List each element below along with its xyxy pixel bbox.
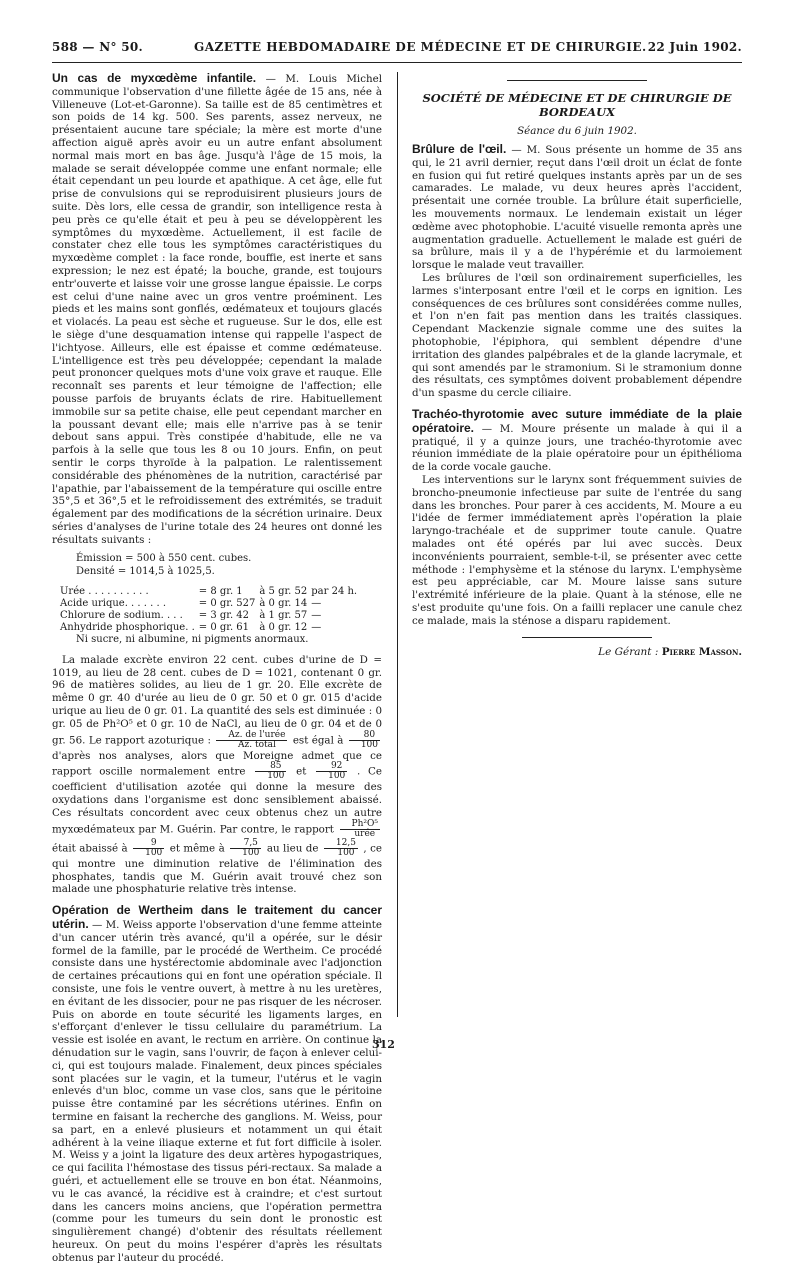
fraction-denominator: 100	[360, 739, 378, 750]
issue-date: 22 Juin 1902.	[647, 40, 742, 54]
fraction-denominator: 100	[267, 771, 285, 782]
table-note: Ni sucre, ni albumine, ni pigments anormaux.	[76, 633, 309, 645]
fraction-value	[255, 762, 286, 781]
table-row	[60, 622, 361, 634]
table-cell: = 3 gr. 42	[198, 609, 250, 621]
running-header	[52, 38, 742, 60]
article-tracheo	[412, 408, 742, 474]
article-heading: Un cas de myxœdème infantile.	[52, 71, 257, 85]
table-row	[60, 634, 361, 646]
article-body-continued: Les brûlures de l'œil son ordinairement superficielles, les larmes s'interposant entre l'œil et le corps en ignition. Les conséquences de ces brûlures sont considérées comme nulles, et l'on n'en fait pas mention dans les traités classiques. Cependant Mackenzie signale comme une des suites la photophobie, l'épiphora, qui semblent dépendre d'une irritation des glandes palpébrales et de la glande lacrymale, et qui sont amendés par le stramonium. Si le stramonium donne des résultats, ces symptômes doivent probablement dépendre d'un spasme du cercle ciliaire.	[412, 271, 742, 400]
fraction-value	[133, 839, 164, 858]
text-run: La malade excrète environ 22 cent. cubes d'urine de D = 1019, au lieu de 28 cent. cubes de D = 1021, contenant 0 gr. 96 de matières solides, au lieu de 1 gr. 20. Elle excrète de même 0 gr. 40 d'urée au lieu de 0 gr. 50 et 0 gr. 015 d'acide urique au lieu de 0 gr. 01. La quantité des sels est diminuée : 0 gr. 05 de Ph²O⁵ et 0 gr. 10 de NaCl, au lieu de 0 gr. 04 et de 0 gr. 56. Le rapport azoturique :	[52, 653, 382, 747]
table-row	[60, 610, 361, 622]
text-run: d'après nos analyses, alors que Moreigne admet que ce rapport oscille normalement entre	[52, 749, 382, 778]
fraction-denominator: 100	[337, 847, 355, 858]
fraction-numerator: 80	[349, 731, 380, 741]
text-run: est égal à	[292, 734, 344, 747]
table-cell: à 1 gr. 57	[259, 609, 308, 621]
fraction-phosphate	[340, 820, 380, 839]
signature-name: Pierre Masson.	[661, 646, 742, 659]
article-body: — M. Louis Michel communique l'observation d'une fillette âgée de 15 ans, née à Villeneuve (Lot-et-Garonne). Sa taille est de 85 centimètres et son poids de 14 kg. 500. Ses parents, assez nerveux, ne présentaient aucune tare spéciale; la mère est morte d'une affection aiguë après avoir eu un autre enfant absolument normal mais mort en bas âge. Jusqu'à l'âge de 15 mois, la malade se serait développée comme une enfant normale; elle était cependant un peu lourde et apathique. A cet âge, elle fut prise de convulsions qui se reproduisirent plusieurs jours de suite. Dès lors, elle cessa de grandir, son intelligence resta à peu près ce qu'elle était et peu à peu se développèrent les symptômes du myxœdème. Actuellement, il est facile de constater chez elle tous les symptômes caractéristiques du myxœdème complet : la face ronde, bouffie, est inerte et sans expression; le nez est épaté; la bouche, grande, est toujours entr'ouverte et laisse voir une grosse langue épaissie. Le corps est celui d'une naine avec un gros ventre proéminent. Les pieds et les mains sont gonflés, œdémateux et toujours glacés et violacés. La peau est sèche et rugueuse. Sur le dos, elle est le siège d'une desquamation intense qui rappelle l'aspect de l'ichtyose. Ailleurs, elle est épaisse et comme œdémateuse. L'intelligence est très peu développée; cependant la malade peut prononcer quelques mots d'une voix grave et rauque. Elle reconnaît ses parents et leur témoigne de l'affection; elle pousse parfois de bruyants éclats de rire. Habituellement immobile sur sa petite chaise, elle peut cependant marcher en la poussant devant elle; mais elle n'arrive pas à se tenir debout sans appui. Très constipée d'habitude, elle ne va parfois à la selle que tous les 8 ou 10 jours. Enfin, on peut sentir le corps thyroïde à la palpation. Le ralentissement considérable des phénomènes de la nutrition, caractérisé par l'apathie, par l'abaissement de la température qui oscille entre 35°,5 et 36°,5 et le refroidissement des extrémités, se traduit également par des modifications de la sécrétion urinaire. Deux séries d'analyses de l'urine totale des 24 heures ont donné les résultats suivants :	[52, 73, 382, 546]
table-cell: à 0 gr. 14	[259, 597, 308, 609]
right-column	[412, 72, 742, 658]
article-body: — M. Moure présente un malade à qui il a pratiqué, il y a quinze jours, une trachéo-thyrotomie avec réunion immédiate de la plaie opératoire pour un épithélioma de la corde vocale gauche.	[412, 422, 742, 474]
column-divider	[397, 72, 398, 1017]
fraction-value	[349, 731, 380, 750]
article-myxoedeme	[52, 72, 382, 546]
journal-title: GAZETTE HEBDOMADAIRE DE MÉDECINE ET DE CHIRURGIE.	[194, 40, 647, 54]
fraction-numerator: 92	[316, 762, 347, 772]
article-body: — M. Sous présente un homme de 35 ans qui, le 21 avril dernier, reçut dans l'œil droit un éclat de fonte en fusion qui fut retiré quelques instants après par un de ses camarades. Le malade, vu deux heures après l'accident, présentait une cornée trouble. La brûlure était superficielle, les mouvements normaux. Le lendemain existait un léger œdème avec photophobie. L'acuité visuelle remonta après une augmentation graduelle. Actuellement le malade est guéri de sa brûlure, mais il y a de l'hypérémie et du larmoiement lorsque le malade veut travailler.	[412, 144, 742, 272]
text-run: était abaissé à	[52, 842, 128, 855]
folio-number: 312	[372, 1038, 395, 1051]
section-rule	[507, 80, 647, 81]
journal-page	[52, 38, 742, 1264]
fraction-denominator: 100	[242, 847, 260, 858]
table-cell: à 0 gr. 12	[259, 621, 308, 633]
article-heading: Trachéo-thyrotomie avec suture immédiate de la plaie opératoire.	[412, 406, 742, 435]
article-heading: Brûlure de l'œil.	[412, 142, 507, 156]
table-cell: = 0 gr. 61	[198, 621, 250, 633]
table-cell: Chlorure de sodium. . . .	[60, 609, 183, 621]
urine-analysis-table	[60, 586, 361, 646]
table-row	[60, 598, 361, 610]
table-cell: —	[311, 597, 322, 609]
table-cell: —	[311, 609, 322, 621]
text-run: , ce qui montre une diminution relative de l'élimination des phosphates, tandis que M. Guérin avait trouvé chez son malade une phosphaturie relative très intense.	[52, 842, 382, 896]
article-body-continued: Les interventions sur le larynx sont fréquemment suivies de broncho-pneumonie infectieuse par suite de l'entrée du sang dans les bronches. Pour parer à ces accidents, M. Moure a eu l'idée de fermer immédiatement après l'opération la plaie laryngo-trachéale et de supprimer toute canule. Quatre malades ont été opérés par lui avec succès. Deux inconvénients pourraient, semble-t-il, se présenter avec cette méthode : l'emphysème et la sténose du larynx. L'emphysème est peu appréciable, car M. Moure laisse sans suture l'extrémité inférieure de la plaie. Quant à la sténose, elle ne s'est produite qu'une fois. On a failli replacer une canule chez ce malade, mais la sténose a disparu rapidement.	[412, 473, 742, 627]
fraction-azote	[216, 731, 287, 750]
society-title: SOCIÉTÉ DE MÉDECINE ET DE CHIRURGIE DE BORDEAUX	[422, 91, 732, 119]
article-wertheim	[52, 904, 382, 1264]
fraction-denominator: Az. total	[237, 739, 276, 750]
header-rule	[52, 62, 742, 63]
urine-measurements	[76, 553, 382, 577]
table-cell: = 8 gr. 1	[198, 585, 243, 597]
article-brulure	[412, 143, 742, 272]
table-cell: —	[311, 621, 322, 633]
table-row	[60, 586, 361, 598]
table-cell: à 5 gr. 52	[259, 585, 308, 597]
fraction-denominator: 100	[328, 771, 346, 782]
text-run: . Ce coefficient d'utilisation azotée qui donne la mesure des oxydations dans l'organisme est donc sensiblement abaissé. Ces résultats concordent avec ceux obtenus chez un autre myxœdémateux par M. Guérin. Par contre, le rapport	[52, 765, 382, 836]
fraction-numerator: 7,5	[230, 839, 261, 849]
table-cell: Anhydride phosphorique. .	[60, 621, 195, 633]
text-run: et même à	[169, 842, 225, 855]
fraction-numerator: 9	[133, 839, 164, 849]
fraction-numerator: 12,5	[324, 839, 358, 849]
emission-line: Émission = 500 à 550 cent. cubes.	[76, 553, 252, 565]
fraction-denominator: urée	[354, 828, 376, 839]
text-run: et	[296, 765, 307, 778]
table-cell: Acide urique. . . . . . .	[60, 597, 167, 609]
fraction-numerator: Az. de l'urée	[216, 731, 287, 741]
signature	[412, 646, 742, 658]
session-date: Séance du 6 juin 1902.	[517, 125, 637, 137]
densite-line: Densité = 1014,5 à 1025,5.	[76, 565, 215, 577]
end-rule	[522, 637, 652, 638]
fraction-value	[316, 762, 347, 781]
table-cell: Urée . . . . . . . . . .	[60, 585, 149, 597]
fraction-numerator: 85	[255, 762, 286, 772]
fraction-value	[230, 839, 261, 858]
article-heading: Opération de Wertheim dans le traitement du cancer utérin.	[52, 903, 382, 932]
article-body-continued	[52, 654, 382, 896]
left-column	[52, 72, 382, 1265]
fraction-numerator: Ph²O⁵	[340, 820, 380, 830]
text-run: au lieu de	[266, 842, 319, 855]
signature-label: Le Gérant :	[598, 646, 659, 659]
table-cell: par 24 h.	[311, 585, 358, 597]
fraction-denominator: 100	[145, 847, 163, 858]
page-number: 588 — N° 50.	[52, 40, 144, 54]
spacer	[52, 646, 382, 654]
fraction-value	[324, 839, 358, 858]
article-body: — M. Weiss apporte l'observation d'une femme atteinte d'un cancer utérin très avancé, qu'il a opérée, sur le désir formel de la famille, par le procédé de Wertheim. Ce procédé consiste dans une hystérectomie abdominale avec l'adjonction de certaines précautions qui en font une opération spéciale. Il consiste, une fois le ventre ouvert, à mettre à nu les uretères, en évitant de les dissocier, pour ne pas risquer de les nécroser. Puis on aborde en toute sécurité les ligaments larges, en s'efforçant d'enlever le tissu cellulaire du paramétrium. La vessie est isolée en avant, le rectum en arrière. On continue la dénudation sur le vagin, sans l'ouvrir, de façon à enlever celui-ci, qui est toujours malade. Finalement, deux pinces spéciales sont placées sur le vagin, et la tumeur, l'utérus et le vagin enlevés d'un bloc, comme un vase clos, sans que le péritoine puisse être contaminé par les sécrétions utérines. Enfin on termine en faisant la recherche des ganglions. M. Weiss, pour sa part, en a enlevé plusieurs et notamment un qui était adhérent à la veine iliaque externe et fut fort difficile à isoler. M. Weiss y a joint la ligature des deux artères hypogastriques, ce qui facilita l'hémostase des tissus péri-rectaux. Sa malade a guéri, et actuellement elle se trouve en bon état. Néanmoins, vu le cas avancé, la récidive est à craindre; et c'est surtout dans les cancers moins anciens, que l'opération permettra (comme pour les tumeurs du sein dont le pronostic est singulièrement changé) d'obtenir des résultats réellement heureux. On peut du moins l'espérer d'après les résultats obtenus par l'auteur du procédé.	[52, 919, 382, 1264]
table-cell: = 0 gr. 527	[198, 597, 256, 609]
